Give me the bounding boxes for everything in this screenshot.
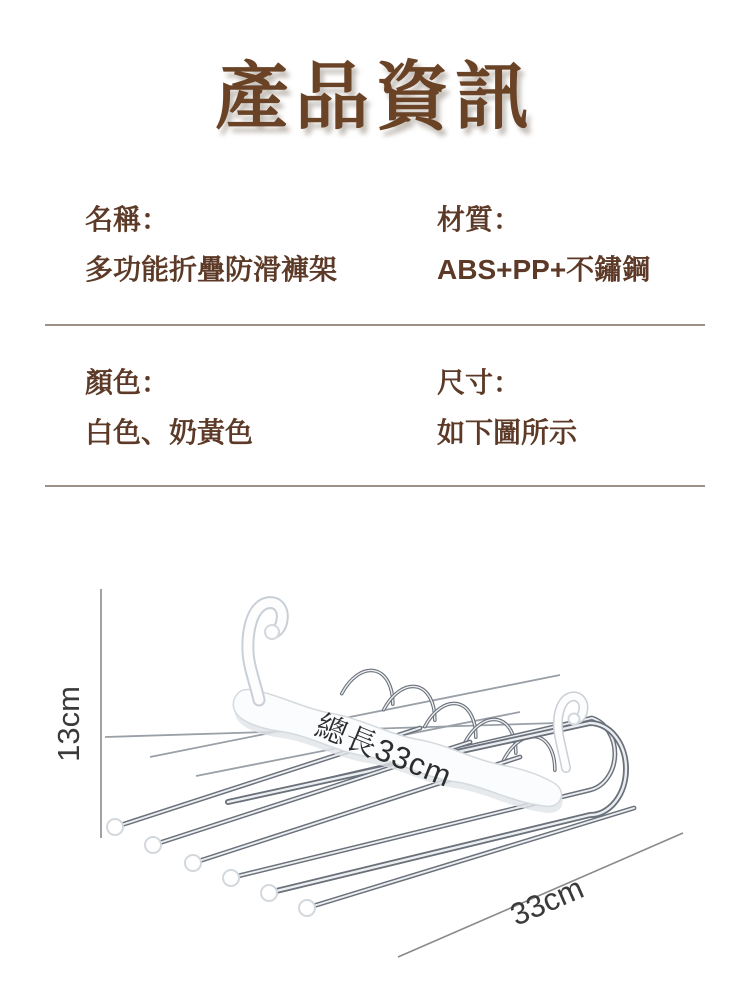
rod-end-cap — [223, 870, 239, 886]
color-label: 顏色： — [85, 367, 170, 398]
width-dimension-label: 33cm — [505, 870, 589, 933]
height-dimension — [51, 589, 101, 838]
hanger-rod — [310, 808, 634, 907]
size-label: 尺寸： — [437, 367, 522, 398]
rod-arch — [342, 664, 401, 708]
rod-end-cap — [299, 900, 315, 916]
color-value: 白色、奶黃色 — [85, 417, 254, 448]
main-hook — [248, 603, 282, 700]
name-value: 多功能折疊防滑褲架 — [85, 254, 338, 285]
rod-end-cap — [145, 837, 161, 853]
rod-end-cap — [107, 819, 123, 835]
rod-end-cap — [185, 855, 201, 871]
material-value: ABS+PP+不鏽鋼 — [437, 254, 651, 285]
hanger-drawing — [105, 603, 634, 916]
height-dimension-label: 13cm — [51, 686, 86, 762]
size-value: 如下圖所示 — [437, 417, 578, 448]
page-title: 產品資訊 — [215, 55, 535, 138]
hook-tip-ball — [569, 714, 580, 725]
total-length-label: 總長33cm — [310, 707, 458, 794]
material-label: 材質： — [437, 204, 522, 235]
hook-tip-ball — [265, 625, 279, 639]
name-label: 名稱： — [85, 204, 170, 235]
rod-end-cap — [261, 885, 277, 901]
side-hook — [558, 696, 584, 768]
